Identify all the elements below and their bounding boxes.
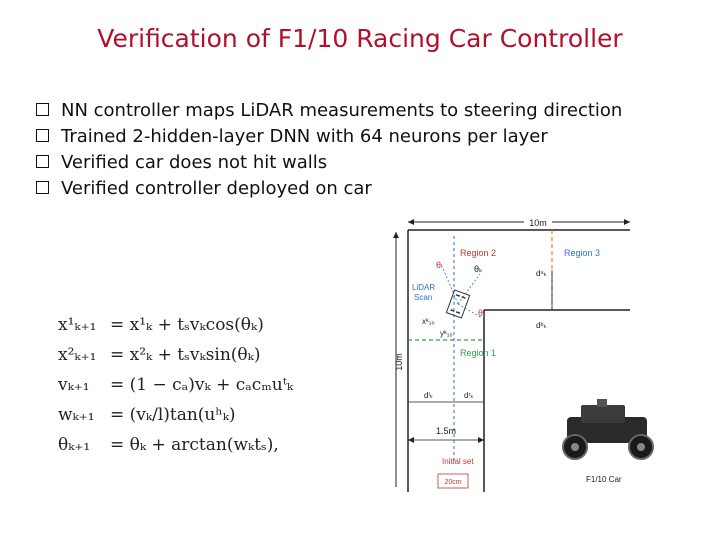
- arrow-left-icon: [408, 437, 414, 443]
- equation-rhs: = x²ₖ + tₛvₖsin(θₖ): [110, 345, 261, 365]
- du-label: dᵘₖ: [536, 269, 547, 278]
- bullet-item: [36, 124, 716, 150]
- equation-lhs: θₖ₊₁: [58, 435, 91, 455]
- theta-l-label: θₗ: [436, 260, 443, 270]
- equation-rhs: = (1 − cₐ)vₖ + cₐcₘuᵗₖ: [110, 375, 294, 395]
- lidar-sensor-icon: [597, 399, 607, 407]
- equation-lhs: x¹ₖ₊₁: [58, 315, 97, 335]
- lidar-ray: [458, 274, 480, 304]
- region-2-label: Region 2: [460, 248, 497, 258]
- region-1-label: Region 1: [460, 348, 497, 358]
- bullet-list: [36, 98, 716, 202]
- scan-label: Scan: [414, 293, 433, 302]
- car-electronics: [581, 405, 625, 423]
- checkbox-bullet-icon: [36, 155, 49, 168]
- bullet-item: [36, 176, 716, 202]
- equation-rhs: = θₖ + arctan(wₖtₛ),: [110, 435, 279, 455]
- wheel-hub-icon: [571, 443, 579, 451]
- dl-label: dˡₖ: [424, 391, 434, 400]
- width-dimension-label: 1.5m: [435, 426, 457, 436]
- slide-title: Verification of F1/10 Racing Car Controller: [97, 24, 623, 53]
- bullet-item: [36, 150, 716, 176]
- equation-rhs: = x¹ₖ + tₛvₖcos(θₖ): [110, 315, 264, 335]
- bullet-item: [36, 98, 716, 124]
- dynamics-equations: [58, 300, 308, 470]
- checkbox-bullet-icon: [36, 181, 49, 194]
- arrow-right-icon: [478, 437, 484, 443]
- x-coordinate-label: xᵏ₁₀: [422, 317, 435, 326]
- arrow-left-icon: [408, 219, 414, 225]
- lidar-label: LiDAR: [412, 283, 436, 292]
- equation-lhs: wₖ₊₁: [58, 405, 95, 425]
- checkbox-bullet-icon: [36, 103, 49, 116]
- equation-lhs: vₖ₊₁: [58, 375, 90, 395]
- car-photo: [545, 395, 675, 474]
- arrow-up-icon: [393, 232, 399, 238]
- arrow-right-icon: [624, 219, 630, 225]
- car-caption: F1/10 Car: [586, 475, 622, 484]
- bullet-text: Verified controller deployed on car: [61, 178, 372, 199]
- dr-label: dʳₖ: [464, 391, 474, 400]
- initial-set-label: Initial set: [442, 457, 474, 466]
- bullet-text: Verified car does not hit walls: [61, 152, 328, 173]
- cm-label: 20cm: [444, 479, 462, 486]
- side-dimension-label: 10m: [394, 353, 404, 371]
- y-coordinate-label: yᵏ₁₀: [440, 329, 453, 338]
- theta-k-label: θₖ: [474, 264, 483, 274]
- lidar-ray: [442, 266, 458, 304]
- equation-lhs: x²ₖ₊₁: [58, 345, 97, 365]
- db-label: dᵇₖ: [536, 321, 547, 330]
- wheel-hub-icon: [637, 443, 645, 451]
- bullet-text: NN controller maps LiDAR measurements to steering direction: [61, 100, 623, 121]
- theta-r-label: θᵣ: [478, 308, 486, 318]
- top-dimension-label: 10m: [529, 218, 547, 228]
- checkbox-bullet-icon: [36, 129, 49, 142]
- equation-rhs: = (vₖ/l)tan(uʰₖ): [110, 405, 236, 425]
- bullet-text: Trained 2-hidden-layer DNN with 64 neurons per layer: [61, 126, 548, 147]
- region-3-label: Region 3: [564, 248, 601, 258]
